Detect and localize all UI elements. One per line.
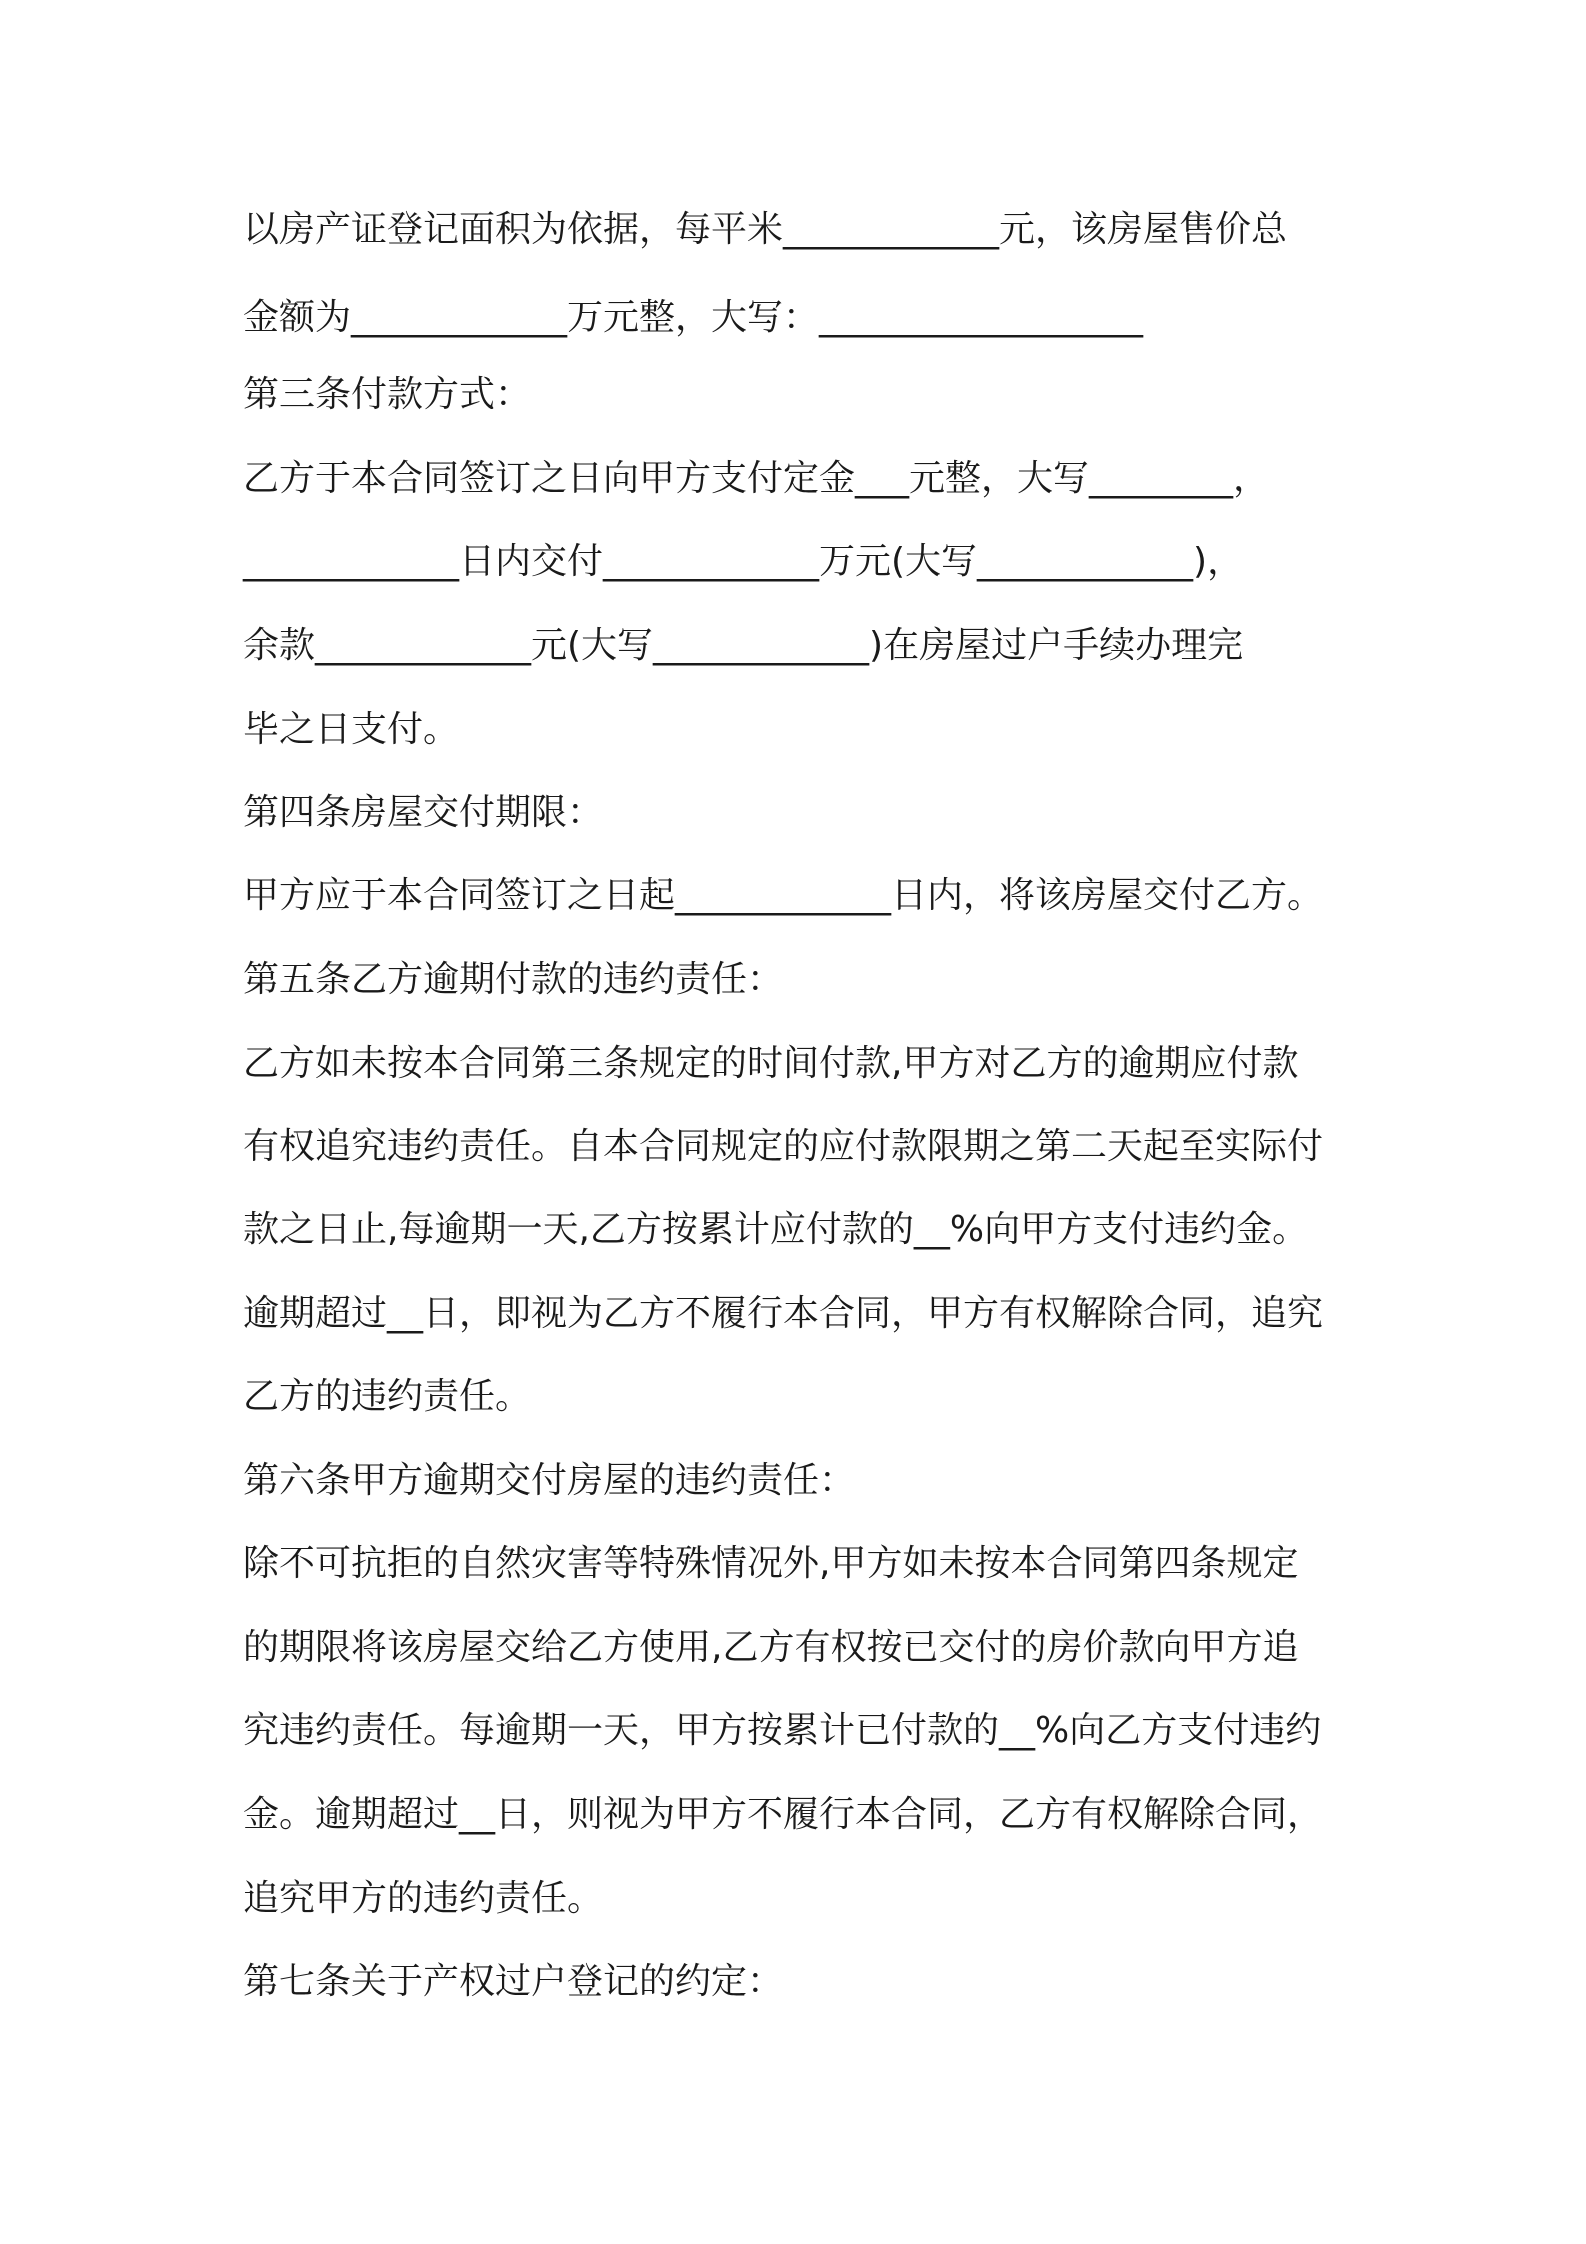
text-line: 逾期超过__日，即视为乙方不履行本合同，甲方有权解除合同，追究 (243, 1293, 1324, 1334)
text-line: 究违约责任。每逾期一天，甲方按累计已付款的__%向乙方支付违约 (243, 1710, 1322, 1751)
text-line: 除不可抗拒的自然灾害等特殊情况外,甲方如未按本合同第四条规定 (243, 1543, 1299, 1584)
text-line: 毕之日支付。 (243, 709, 460, 750)
section-heading: 第四条房屋交付期限： (243, 792, 604, 833)
text-line: 乙方的违约责任。 (243, 1376, 532, 1417)
section-heading: 第七条关于产权过户登记的约定： (243, 1961, 784, 2002)
text-line: 有权追究违约责任。自本合同规定的应付款限期之第二天起至实际付 (243, 1126, 1324, 1167)
section-heading: 第五条乙方逾期付款的违约责任： (243, 959, 784, 1000)
text-line: 追究甲方的违约责任。 (243, 1878, 604, 1919)
text-line: 金额为____________万元整，大写：__________________ (243, 297, 1144, 338)
text-line: 乙方于本合同签订之日向甲方支付定金___元整，大写________， (243, 458, 1270, 499)
text-line: 甲方应于本合同签订之日起____________日内，将该房屋交付乙方。 (243, 875, 1324, 916)
text-line: 的期限将该房屋交给乙方使用,乙方有权按已交付的房价款向甲方追 (243, 1627, 1299, 1668)
text-line: 乙方如未按本合同第三条规定的时间付款,甲方对乙方的逾期应付款 (243, 1043, 1299, 1084)
text-line: ____________日内交付____________万元(大写____________)， (243, 541, 1244, 582)
section-heading: 第三条付款方式： (243, 374, 532, 415)
section-heading: 第六条甲方逾期交付房屋的违约责任： (243, 1460, 856, 1501)
text-line: 以房产证登记面积为依据，每平米____________元，该房屋售价总 (243, 209, 1288, 250)
text-line: 金。逾期超过__日，则视为甲方不履行本合同，乙方有权解除合同， (243, 1794, 1324, 1835)
text-line: 款之日止,每逾期一天,乙方按累计应付款的__%向甲方支付违约金。 (243, 1209, 1309, 1250)
text-line: 余款____________元(大写____________)在房屋过户手续办理完 (243, 625, 1244, 666)
